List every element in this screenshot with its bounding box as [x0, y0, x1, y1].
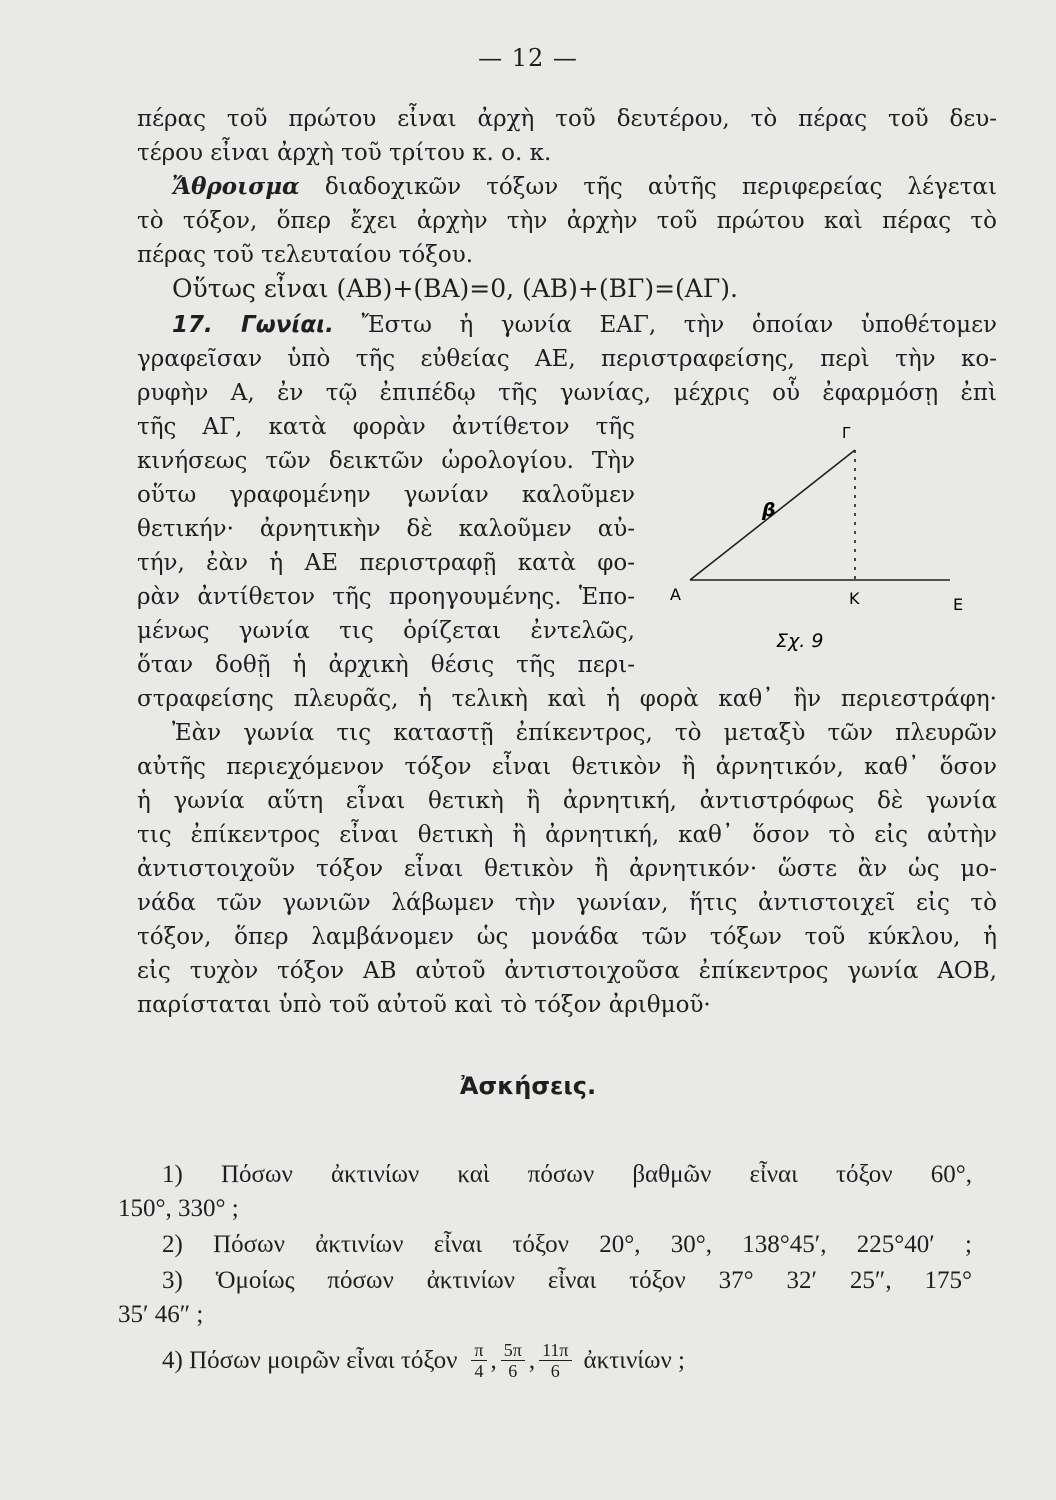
text-line: γραφεῖσαν ὑπὸ τῆς εὐθείας ΑΕ, περιστραφείσης, περὶ τὴν κο- [137, 346, 997, 372]
text-line: θετικήν· ἀρνητικὴν δὲ καλοῦμεν αὐ- [137, 516, 635, 542]
fraction: $\frac{\pi}{4}$ [471, 1340, 486, 1381]
label-k: K [849, 589, 860, 608]
text-line: τόξον, ὅπερ λαμβάνομεν ὡς μονάδα τῶν τόξων τοῦ κύκλου, ἡ [137, 924, 997, 950]
text-line: Ἐὰν γωνία τις καταστῇ ἐπίκεντρος, τὸ μεταξὺ τῶν πλευρῶν [172, 720, 997, 746]
fraction: $\frac{11\pi}{6}$ [539, 1340, 571, 1381]
label-e: E [953, 595, 964, 614]
exercise-3: 3) Ὁμοίως πόσων ἀκτινίων εἶναι τόξον 37° 32′ 25″, 175° [162, 1267, 972, 1294]
text-line: μένως γωνία τις ὁρίζεται ἐντελῶς, [137, 618, 635, 644]
exercise-1: 1) Πόσων ἀκτινίων καὶ πόσων βαθμῶν εἶναι τόξον 60°, [162, 1161, 972, 1188]
formula-line: Οὕτως εἶναι (ΑΒ)+(ΒΑ)=0, (ΑΒ)+(ΒΓ)=(ΑΓ). [172, 274, 738, 303]
defined-term: Ἄθροισμα [172, 173, 300, 200]
exercise-3-cont: 35′ 46″ ; [118, 1301, 204, 1328]
text-line: ἀντιστοιχοῦν τόξον εἶναι θετικὸν ἢ ἀρνητικόν· ὥστε ἂν ὡς μο- [137, 856, 997, 882]
exercise-1-cont: 150°, 330° ; [118, 1195, 239, 1222]
text-line: πέρας τοῦ τελευταίου τόξου. [137, 242, 474, 268]
text-line: κινήσεως τῶν δεικτῶν ὡρολογίου. Τὴν [137, 448, 635, 474]
section-heading: 17. Γωνίαι. [172, 312, 334, 338]
text-line: εἰς τυχὸν τόξον ΑΒ αὐτοῦ ἀντιστοιχοῦσα ἐπίκεντρος γωνία ΑΟΒ, [137, 958, 997, 984]
text-line: Ἄθροισμα διαδοχικῶν τόξων τῆς αὐτῆς περιφερείας λέγεται [172, 173, 997, 200]
text-line: τις ἐπίκεντρος εἶναι θετικὴ ἢ ἀρνητική, καθ᾽ ὅσον τὸ εἰς αὐτὴν [137, 822, 997, 848]
figure-caption: Σχ. 9 [776, 630, 824, 652]
text-line: ἡ γωνία αὕτη εἶναι θετικὴ ἢ ἀρνητική, ἀντιστρόφως δὲ γωνία [137, 788, 997, 814]
text-line: πέρας τοῦ πρώτου εἶναι ἀρχὴ τοῦ δευτέρου, τὸ πέρας τοῦ δευ- [137, 106, 997, 132]
text-line: νάδα τῶν γωνιῶν λάβωμεν τὴν γωνίαν, ἥτις ἀντιστοιχεῖ εἰς τὸ [137, 890, 997, 916]
text-line: στραφείσης πλευρᾶς, ἡ τελικὴ καὶ ἡ φορὰ καθ᾽ ἣν περιεστράφη· [137, 686, 997, 712]
angle-figure [650, 420, 990, 670]
exercise-2: 2) Πόσων ἀκτινίων εἶναι τόξον 20°, 30°, 138°45′, 225°40′ ; [162, 1231, 972, 1258]
text-line: ὅταν δοθῇ ἡ ἀρχικὴ θέσις τῆς περι- [137, 652, 635, 678]
text-line: τῆς ΑΓ, κατὰ φορὰν ἀντίθετον τῆς [137, 414, 635, 440]
label-g: Γ [842, 424, 851, 442]
fraction: $\frac{5\pi}{6}$ [501, 1340, 525, 1381]
text-line: τέρου εἶναι ἀρχὴ τοῦ τρίτου κ. ο. κ. [137, 140, 552, 166]
text-line: παρίσταται ὑπὸ τοῦ αὐτοῦ καὶ τὸ τόξον ἀριθμοῦ· [137, 992, 711, 1018]
text-line: τὸ τόξον, ὅπερ ἔχει ἀρχὴν τὴν ἀρχὴν τοῦ πρώτου καὶ πέρας τὸ [137, 208, 997, 234]
exercise-4: 4) Πόσων μοιρῶν εἶναι τόξον $\frac{\pi}{4}$ , $\frac{5\pi}{6}$ , $\frac{11\pi}{6}$ ἀκτινίων ; [162, 1340, 685, 1381]
text-line: ρυφὴν Α, ἐν τῷ ἐπιπέδῳ τῆς γωνίας, μέχρις οὗ ἐφαρμόσῃ ἐπὶ [137, 380, 997, 406]
text-line: τήν, ἐὰν ἡ ΑΕ περιστραφῇ κατὰ φο- [137, 550, 635, 576]
label-a: A [670, 585, 681, 604]
text-line: αὐτῆς περιεχόμενον τόξον εἶναι θετικὸν ἢ ἀρνητικόν, καθ᾽ ὅσον [137, 754, 997, 780]
label-beta: β [762, 499, 776, 521]
page-number: — 12 — [478, 44, 578, 72]
text-line: ρὰν ἀντίθετον τῆς προηγουμένης. Ἑπο- [137, 584, 635, 610]
exercises-title: Ἀσκήσεις. [459, 1072, 597, 1100]
text-line: οὕτω γραφομένην γωνίαν καλοῦμεν [137, 482, 635, 508]
text-line: 17. Γωνίαι. Ἔστω ἡ γωνία ΕΑΓ, τὴν ὁποίαν ὑποθέτομεν [172, 312, 997, 338]
